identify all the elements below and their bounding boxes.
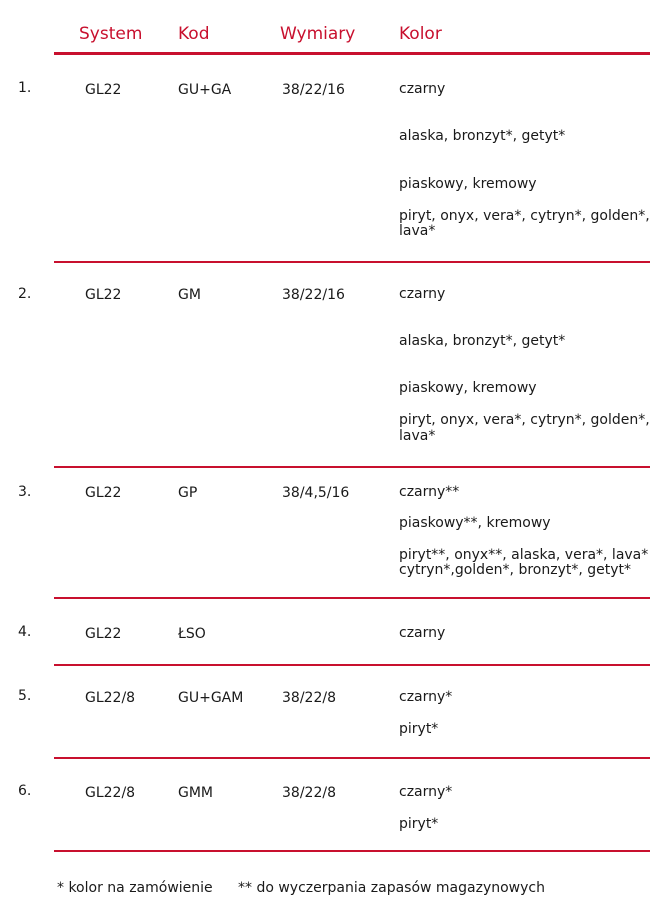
row-system: GL22/8 bbox=[85, 690, 136, 706]
row-system: GL22 bbox=[85, 82, 122, 98]
row-system: GL22 bbox=[85, 626, 122, 642]
header-wymiary: Wymiary bbox=[280, 24, 356, 44]
row-number: 5. bbox=[18, 688, 32, 704]
row-system: GL22/8 bbox=[85, 785, 136, 801]
row-kolor: piryt, onyx, vera*, cytryn*, golden*, bbox=[399, 412, 650, 428]
row-divider bbox=[54, 261, 650, 263]
row-kolor: piryt, onyx, vera*, cytryn*, golden*, bbox=[399, 208, 650, 224]
row-kolor: czarny* bbox=[399, 689, 453, 705]
row-kolor: cytryn*,golden*, bronzyt*, getyt* bbox=[399, 562, 632, 578]
row-kolor: czarny* bbox=[399, 784, 453, 800]
row-kolor: piaskowy, kremowy bbox=[399, 380, 537, 396]
row-number: 1. bbox=[18, 80, 32, 96]
row-divider bbox=[54, 597, 650, 599]
row-kolor: lava* bbox=[399, 428, 436, 444]
row-kod: GP bbox=[178, 485, 198, 501]
row-divider bbox=[54, 850, 650, 852]
row-wymiary: 38/22/8 bbox=[282, 690, 336, 706]
row-kolor: czarny bbox=[399, 286, 446, 302]
row-wymiary: 38/22/16 bbox=[282, 82, 345, 98]
row-divider bbox=[54, 757, 650, 759]
row-system: GL22 bbox=[85, 485, 122, 501]
row-divider bbox=[54, 664, 650, 666]
row-kod: ŁSO bbox=[178, 626, 206, 642]
row-kolor: piaskowy**, kremowy bbox=[399, 515, 551, 531]
row-kolor: czarny bbox=[399, 81, 446, 97]
row-kolor: alaska, bronzyt*, getyt* bbox=[399, 128, 566, 144]
row-kod: GU+GAM bbox=[178, 690, 244, 706]
row-kolor: piaskowy, kremowy bbox=[399, 176, 537, 192]
footnote-stock: ** do wyczerpania zapasów magazynowych bbox=[238, 880, 545, 896]
row-kolor: czarny bbox=[399, 625, 446, 641]
row-kolor: piryt* bbox=[399, 721, 439, 737]
row-wymiary: 38/4,5/16 bbox=[282, 485, 350, 501]
row-kod: GM bbox=[178, 287, 201, 303]
row-kolor: lava* bbox=[399, 223, 436, 239]
row-wymiary: 38/22/16 bbox=[282, 287, 345, 303]
row-kolor: alaska, bronzyt*, getyt* bbox=[399, 333, 566, 349]
footnote-order: * kolor na zamówienie bbox=[57, 880, 213, 896]
row-number: 4. bbox=[18, 624, 32, 640]
row-system: GL22 bbox=[85, 287, 122, 303]
row-divider bbox=[54, 466, 650, 468]
row-kod: GU+GA bbox=[178, 82, 232, 98]
row-number: 3. bbox=[18, 484, 32, 500]
row-kolor: czarny** bbox=[399, 484, 460, 500]
row-number: 2. bbox=[18, 286, 32, 302]
header-system: System bbox=[79, 24, 143, 44]
row-kod: GMM bbox=[178, 785, 214, 801]
header-divider bbox=[54, 52, 650, 55]
row-kolor: piryt**, onyx**, alaska, vera*, lava* bbox=[399, 547, 649, 563]
row-kolor: piryt* bbox=[399, 816, 439, 832]
row-number: 6. bbox=[18, 783, 32, 799]
row-wymiary: 38/22/8 bbox=[282, 785, 336, 801]
header-kolor: Kolor bbox=[399, 24, 442, 44]
header-kod: Kod bbox=[178, 24, 210, 44]
